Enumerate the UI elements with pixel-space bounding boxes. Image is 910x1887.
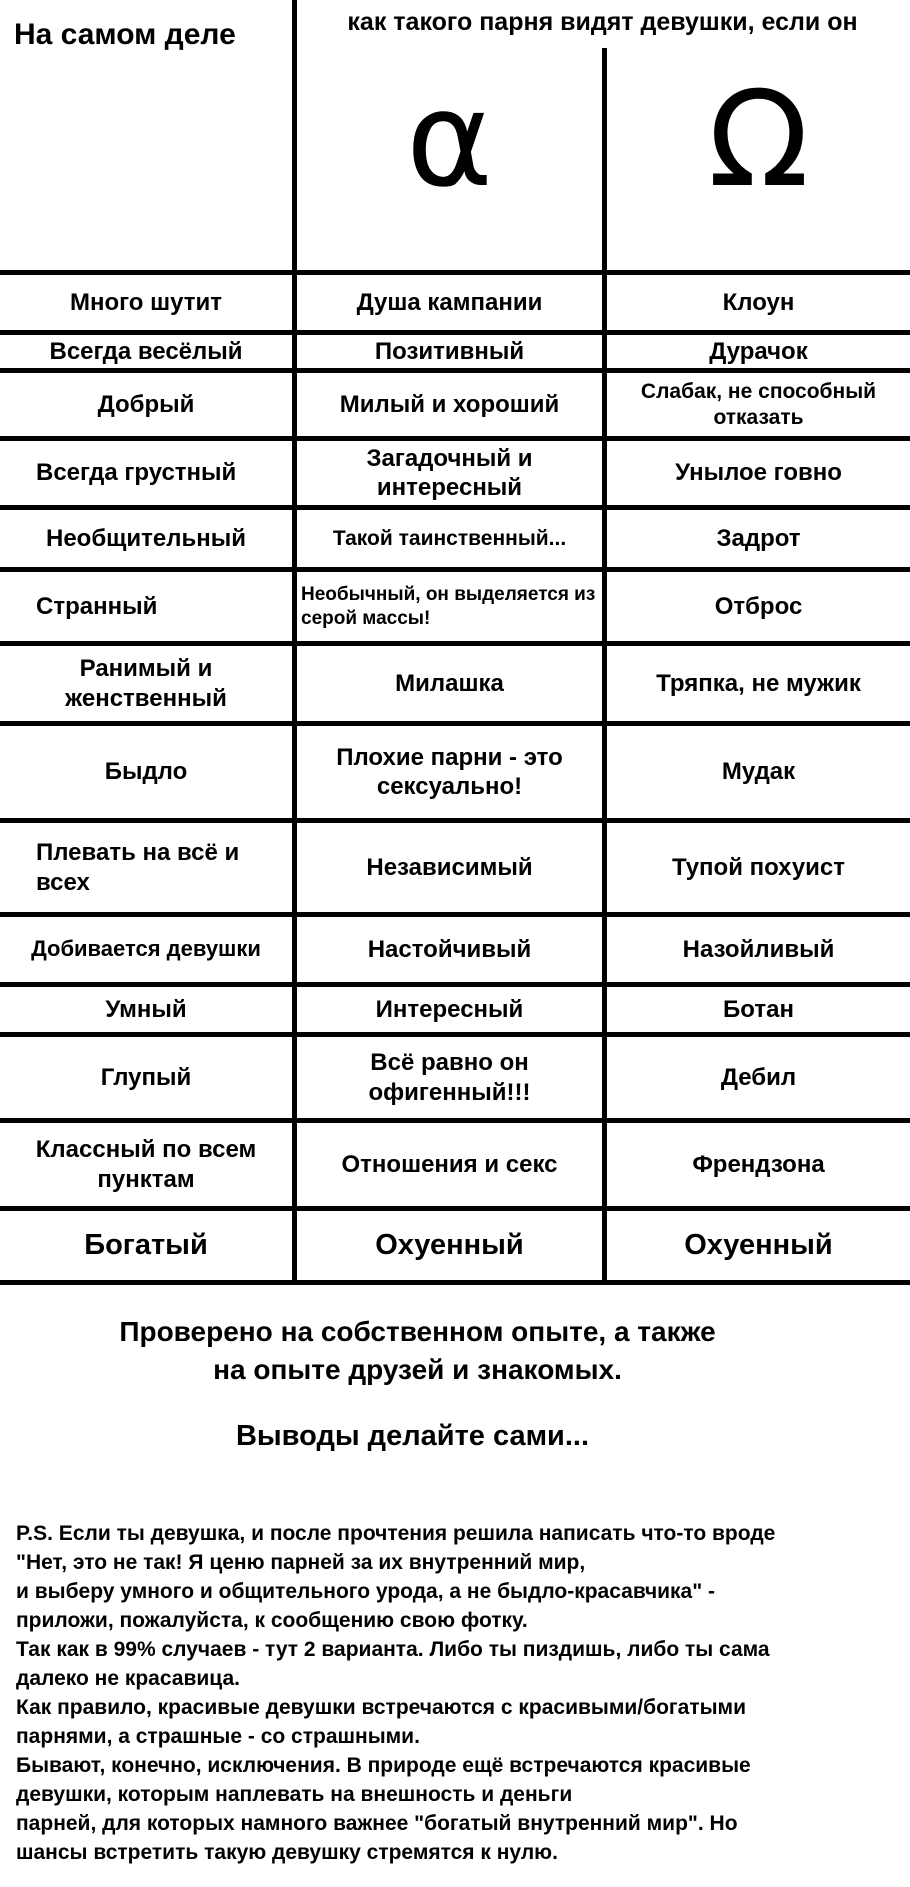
cell-actual: Ранимый и женственный <box>65 655 227 712</box>
cell-alpha: Загадочный и интересный <box>366 444 533 501</box>
cell-omega: Унылое говно <box>675 459 842 487</box>
cell-actual: Странный <box>36 592 158 620</box>
cell-omega: Тряпка, не мужик <box>656 669 861 697</box>
cell-actual: Всегда грустный <box>36 459 237 487</box>
cell-omega: Дебил <box>720 1063 797 1091</box>
cell-actual: Быдло <box>104 758 188 786</box>
postscript-line: парней, для которых намного важнее "богатый внутренний мир". Но <box>16 1811 738 1835</box>
cell-omega: Охуенный <box>684 1228 833 1261</box>
cell-alpha: Душа кампании <box>356 288 543 316</box>
cell-alpha: Милашка <box>395 669 504 697</box>
cell-actual: Умный <box>105 995 187 1023</box>
cell-actual: Добрый <box>97 390 195 418</box>
alpha-symbol: α <box>405 63 493 217</box>
verified-note <box>0 1313 835 1389</box>
postscript-line: далеко не красавица. <box>16 1666 240 1690</box>
cell-omega: Отброс <box>714 592 803 620</box>
cell-alpha: Необычный, он выделяется из серой массы! <box>301 584 596 629</box>
cell-omega: Дурачок <box>709 337 808 365</box>
cell-omega: Ботан <box>723 995 794 1023</box>
column-header-actual: На самом деле <box>14 18 236 51</box>
cell-omega: Френдзона <box>692 1150 825 1178</box>
cell-alpha: Независимый <box>366 853 533 881</box>
postscript <box>16 1520 901 1868</box>
cell-alpha: Всё равно он офигенный!!! <box>368 1049 531 1106</box>
omega-symbol: Ω <box>708 63 809 217</box>
cell-actual: Богатый <box>84 1228 208 1261</box>
postscript-line: Так как в 99% случаев - тут 2 варианта. Либо ты пиздишь, либо ты сама <box>16 1637 770 1661</box>
column-header-caption: как такого парня видят девушки, если он <box>347 8 858 36</box>
cell-alpha: Такой таинственный... <box>332 526 567 550</box>
postscript-line: "Нет, это не так! Я ценю парней за их внутренний мир, <box>16 1550 586 1574</box>
cell-actual: Глупый <box>100 1063 192 1091</box>
cell-alpha: Милый и хороший <box>339 390 560 418</box>
postscript-line: и выберу умного и общительного урода, а не быдло-красавчика" - <box>16 1579 716 1603</box>
cell-alpha: Позитивный <box>374 337 525 365</box>
cell-omega: Слабак, не способный отказать <box>640 379 877 429</box>
cell-actual: Много шутит <box>69 288 223 316</box>
cell-omega: Мудак <box>721 758 796 786</box>
cell-omega: Назойливый <box>682 935 835 963</box>
postscript-line: Бывают, конечно, исключения. В природе ещё встречаются красивые <box>16 1753 751 1777</box>
cell-alpha: Охуенный <box>375 1228 524 1261</box>
postscript-line: парнями, а страшные - со страшными. <box>16 1724 420 1748</box>
cell-alpha: Настойчивый <box>367 935 532 963</box>
cell-alpha: Отношения и секс <box>341 1150 558 1178</box>
cell-actual: Добивается девушки <box>31 936 261 962</box>
postscript-line: шансы встретить такую девушку стремятся к нулю. <box>16 1840 558 1864</box>
cell-actual: Всегда весёлый <box>49 337 243 365</box>
cell-actual: Плевать на всё и всех <box>36 839 240 896</box>
cell-omega: Тупой похуист <box>671 853 846 881</box>
postscript-line: приложи, пожалуйста, к сообщению свою фотку. <box>16 1608 528 1632</box>
verified-line-2: на опыте друзей и знакомых. <box>213 1353 622 1385</box>
horizontal-divider <box>0 1280 910 1285</box>
cell-omega: Задрот <box>716 524 801 552</box>
cell-alpha: Интересный <box>375 995 524 1023</box>
postscript-line: Как правило, красивые девушки встречаются с красивыми/богатыми <box>16 1695 746 1719</box>
verified-line-1: Проверено на собственном опыте, а также <box>119 1316 716 1347</box>
cell-alpha: Плохие парни - это сексуально! <box>336 743 563 800</box>
conclusion-text: Выводы делайте сами... <box>235 1420 590 1452</box>
cell-actual: Необщительный <box>45 524 246 552</box>
cell-omega: Клоун <box>722 288 795 316</box>
postscript-line: P.S. Если ты девушка, и после прочтения решила написать что-то вроде <box>16 1522 776 1545</box>
postscript-line: девушки, которым наплевать на внешность и деньги <box>16 1782 573 1806</box>
cell-actual: Классный по всем пунктам <box>35 1136 257 1193</box>
